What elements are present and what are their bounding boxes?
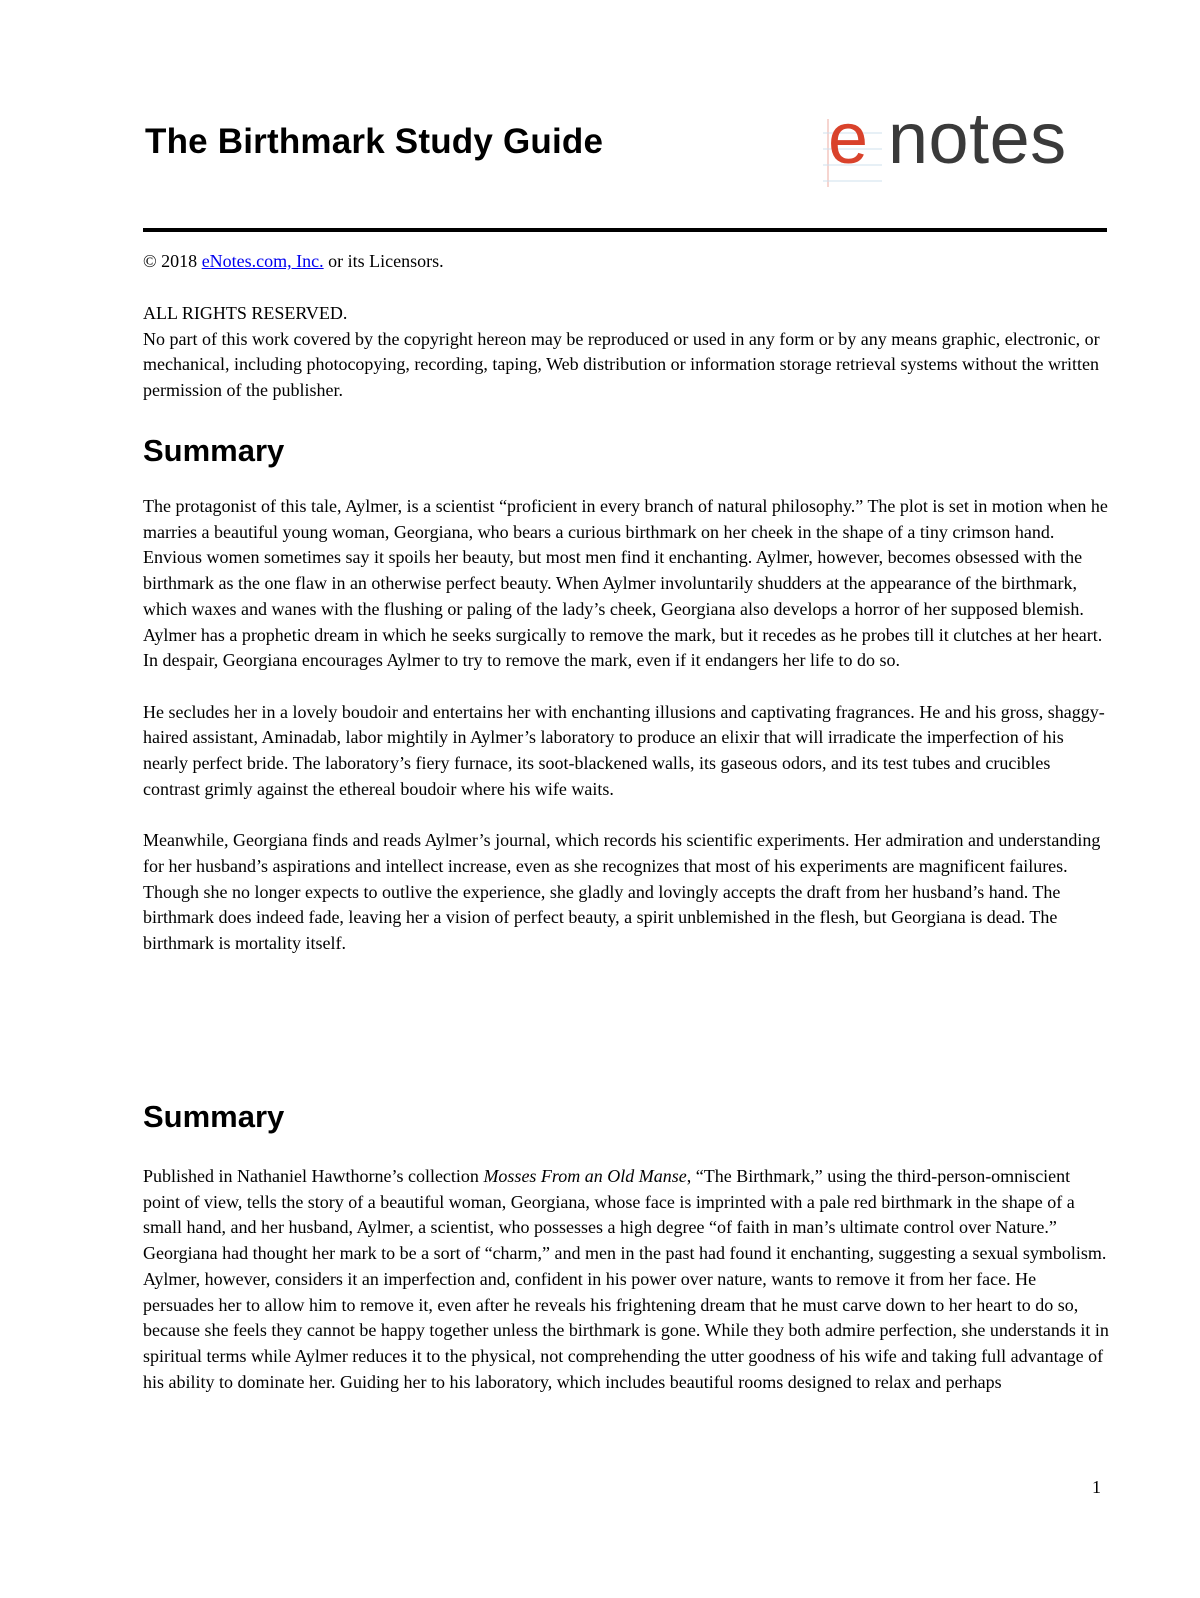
copyright-prefix: © 2018 xyxy=(143,251,202,271)
summary-section-2 xyxy=(143,1164,1109,1395)
logo-letter-e: e xyxy=(828,99,869,179)
copyright-block xyxy=(143,249,1109,275)
text-run: Published in Nathaniel Hawthorne’s collection xyxy=(143,1166,484,1186)
logo-word-notes: notes xyxy=(888,99,1067,179)
section-heading: Summary xyxy=(143,1099,285,1134)
paragraph: The protagonist of this tale, Aylmer, is a scientist “proficient in every branch of natural philosophy.” The plot is set in motion when he marries a beautiful young woman, Georgiana, who bears a curious birthmark on her cheek in the shape of a tiny crimson hand. Envious women sometimes say it spoils her beauty, but most men find it enchanting. Aylmer, however, becomes obsessed with the birthmark as the one flaw in an otherwise perfect beauty. When Aylmer involuntarily shudders at the appearance of the birthmark, which waxes and wanes with the flushing or paling of the lady’s cheek, Georgiana also develops a horror of her supposed blemish. Aylmer has a prophetic dream in which he seeks surgically to remove the mark, but it recedes as he probes till it clutches at her heart. In despair, Georgiana encourages Aylmer to try to remove the mark, even if it endangers her life to do so. xyxy=(143,496,1108,671)
page-title: The Birthmark Study Guide xyxy=(145,122,604,161)
rights-block xyxy=(143,301,1109,404)
text-run: , “The Birthmark,” using the third-person-omniscient point of view, tells the story of a beautiful woman, Georgiana, whose face is imprinted with a pale red birthmark in the shape of a small hand, and her husband, Aylmer, a scientist, who possesses a high degree “of faith in man’s ultimate control over Nature.” Georgiana had thought her mark to be a sort of “charm,” and men in the past had found it enchanting, suggesting a sexual symbolism. Aylmer, however, considers it an imperfection and, confident in his power over nature, wants to remove it from her face. He persuades her to allow him to remove it, even after he reveals his frightening dream that he must carve down to her heart to do so, because she feels they cannot be happy together unless the birthmark is gone. While they both admire perfection, she understands it in spiritual terms while Aylmer reduces it to the physical, not comprehending the utter goodness of his wife and taking full advantage of his ability to dominate her. Guiding her to his laboratory, which includes beautiful rooms designed to relax and perhaps xyxy=(143,1166,1109,1392)
enotes-logo xyxy=(820,99,1110,190)
paragraph: Meanwhile, Georgiana finds and reads Aylmer’s journal, which records his scientific experiments. Her admiration and understanding for her husband’s aspirations and intellect increase, even as she recognizes that most of his experiments are magnificent failures. Though she no longer expects to outlive the experience, she gladly and lovingly accepts the draft from her husband’s hand. The birthmark does indeed fade, leaving her a vision of perfect beauty, a spirit unblemished in the flesh, but Georgiana is dead. The birthmark is mortality itself. xyxy=(143,830,1101,953)
paragraph xyxy=(143,1164,1109,1395)
copyright-suffix: or its Licensors. xyxy=(323,251,444,271)
rights-heading: ALL RIGHTS RESERVED. xyxy=(143,303,348,323)
book-title: Mosses From an Old Manse xyxy=(483,1166,687,1186)
enotes-link[interactable]: eNotes.com, Inc. xyxy=(201,251,324,271)
header-divider xyxy=(143,228,1107,232)
summary-section-1 xyxy=(143,494,1109,957)
paragraph: He secludes her in a lovely boudoir and entertains her with enchanting illusions and captivating fragrances. He and his gross, shaggy-haired assistant, Aminadab, labor mightily in Aylmer’s laboratory to produce an elixir that will irradicate the imperfection of his nearly perfect bride. The laboratory’s fiery furnace, its soot-blackened walls, its gaseous odors, and its test tubes and crucibles contrast grimly against the ethereal boudoir where his wife waits. xyxy=(143,701,1105,799)
rights-text: No part of this work covered by the copyright hereon may be reproduced or used in any form or by any means graphic, electronic, or mechanical, including photocopying, recording, taping, Web distribution or information storage retrieval systems without the written permission of the publisher. xyxy=(143,328,1100,401)
page-number: 1 xyxy=(1092,1477,1101,1497)
section-heading: Summary xyxy=(143,433,285,468)
copyright-line xyxy=(143,249,1109,275)
